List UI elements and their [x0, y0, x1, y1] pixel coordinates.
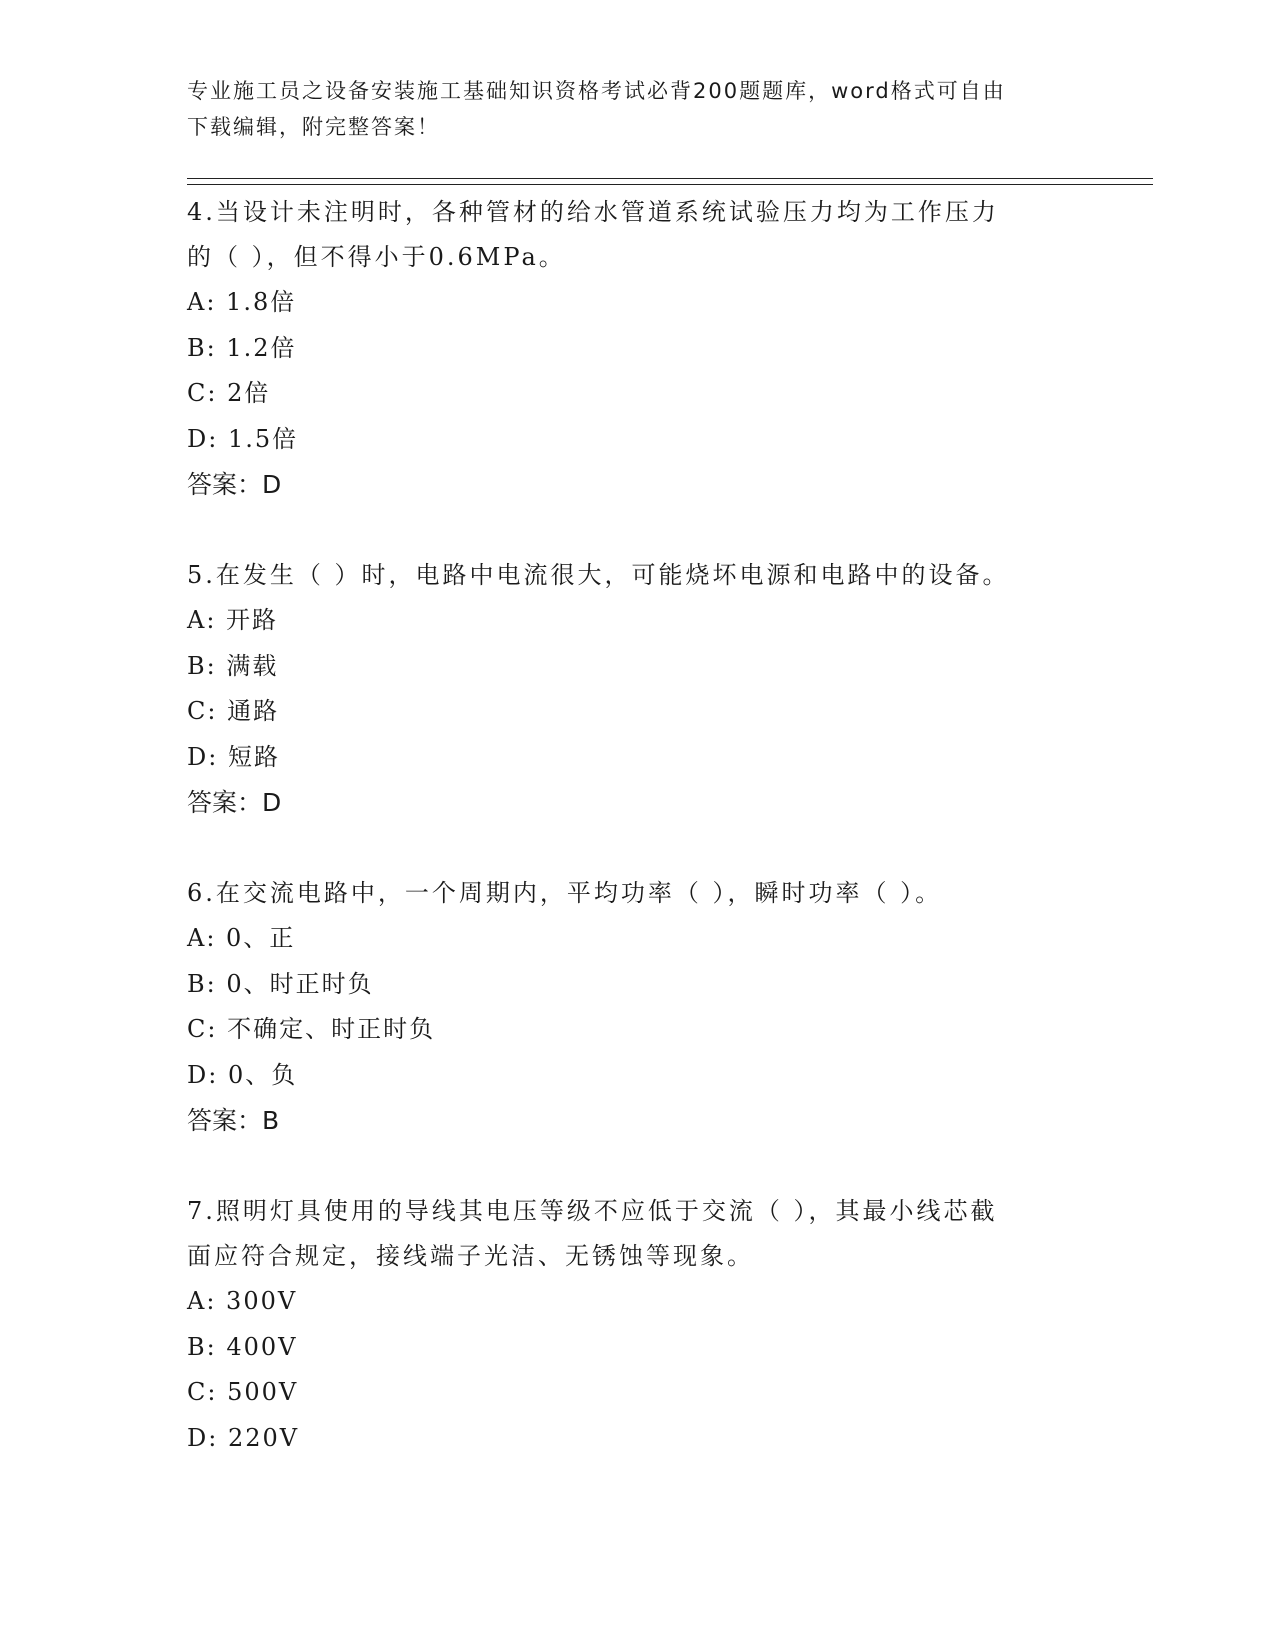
- question-stem: 7.照明灯具使用的导线其电压等级不应低于交流（ ），其最小线芯截 面应符合规定，接线端子光洁、无锈蚀等现象。: [187, 1197, 998, 1270]
- option-d: D: 1.5倍: [187, 424, 299, 453]
- question-4: [187, 190, 1087, 507]
- question-stem: 4.当设计未注明时，各种管材的给水管道系统试验压力均为工作压力 的（ ），但不得小于0.6MPa。: [187, 198, 999, 271]
- question-list: [187, 190, 1087, 1507]
- option-a: A: 1.8倍: [187, 288, 297, 316]
- question-6: [187, 871, 1087, 1143]
- header-divider-top: [187, 178, 1153, 179]
- question-5: [187, 553, 1087, 825]
- option-a: A: 0、正: [187, 924, 296, 952]
- answer-line: 答案：D: [187, 470, 282, 499]
- question-7: [187, 1189, 1087, 1461]
- option-b: B: 满载: [187, 651, 279, 680]
- question-stem: 5.在发生（ ）时，电路中电流很大，可能烧坏电源和电路中的设备。: [187, 561, 1010, 589]
- option-d: D: 220V: [187, 1423, 300, 1452]
- option-c: C: 500V: [187, 1378, 299, 1406]
- option-c: C: 通路: [187, 697, 280, 725]
- option-b: B: 0、时正时负: [187, 969, 374, 998]
- option-b: B: 400V: [187, 1332, 298, 1361]
- option-c: C: 2倍: [187, 379, 271, 407]
- option-a: A: 开路: [187, 606, 279, 634]
- answer-line: 答案：D: [187, 788, 282, 817]
- document-intro: 专业施工员之设备安装施工基础知识资格考试必背200题题库，word格式可自由 下载编辑，附完整答案！: [187, 79, 1006, 139]
- answer-line: 答案：B: [187, 1106, 280, 1135]
- question-stem: 6.在交流电路中，一个周期内，平均功率（ ），瞬时功率（ ）。: [187, 879, 943, 907]
- option-d: D: 0、负: [187, 1060, 298, 1089]
- option-b: B: 1.2倍: [187, 333, 297, 362]
- option-a: A: 300V: [187, 1287, 298, 1315]
- option-d: D: 短路: [187, 742, 280, 771]
- header-divider-bottom: [187, 184, 1153, 185]
- option-c: C: 不确定、时正时负: [187, 1015, 436, 1043]
